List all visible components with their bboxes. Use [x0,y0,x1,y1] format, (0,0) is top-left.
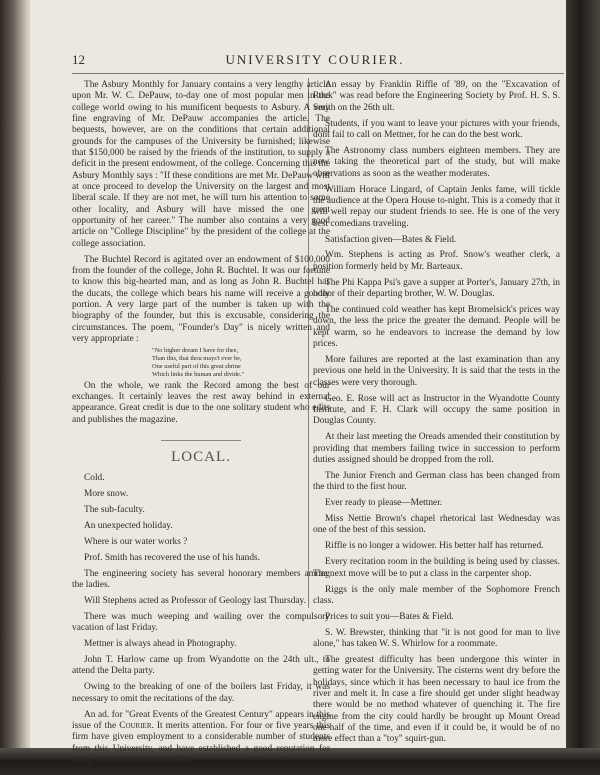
local-item: Riggs is the only male member of the Sophomore French class. [313,584,560,606]
local-item: Riffle is no longer a widower. His better half has returned. [325,541,544,552]
book-binding [0,0,34,775]
local-item: Students, if you want to leave your pictures with your friends, dont fail to call on Mettner, for he can do the best work. [313,118,560,140]
local-item: Miss Nettie Brown's chapel rhetorical last Wednesday was one of the best of this session. [313,514,560,536]
local-item: Cold. [84,472,105,483]
exchange-paragraph: The Buchtel Record is agitated over an endowment of $100,000 from the founder of the college, John R. Buchtel. It was our fortune to know this big-hearted man, and as long as John R. Buchtel has the ducats, the college which bears his name will receive a goodly portion. A very large part of the number is taken up with the biography of the founder, but this is excusable, considering the circumstances. The poem, "Founder's Day" is nicely written and very appropriate : [72,254,330,345]
local-item-ad [72,710,330,767]
ad-text: An ad. for "Great Events of the Greatest Century" appears in this issue of the [72,709,330,731]
local-item: Wm. Stephens is acting as Prof. Snow's weather clerk, a position formerly held by Mr. Barteaux. [313,250,560,272]
header-rule [72,73,564,74]
local-item: There was much weeping and wailing over the compulsory vacation of last Friday. [72,611,330,634]
running-title: UNIVERSITY COURIER. [225,52,405,67]
local-item: The greatest difficulty has been undergone this winter in getting water for the University. The cisterns went dry before the holidays, since which it has been necessary to haul ice from the river and melt it. In case a fire should get under slight headway there would be no method whatever of quenching it. The fire engine from the city could hardly be brought up Mount Oread one-half of the time, and even if it could be, it would be of no more effect than a "toy" squirt-gun. [313,655,560,745]
local-heading: LOCAL. [171,448,231,465]
local-item: Owing to the breaking of one of the boilers last Friday, it was necessary to omit the recitations of the day. [72,682,330,704]
local-item: More snow. [84,488,129,499]
local-item: William Horace Lingard, of Captain Jenks fame, will tickle the audience at the Opera House to-night. This is a comedy that it will well repay our student friends to see. He is one of the very best comedians traveling. [313,184,560,229]
poem-line: One useful part of this great shrine [152,362,241,370]
poem-quote [72,347,330,379]
courier-name: Courier [119,720,152,731]
local-item: Ever ready to please—Mettner. [325,498,443,509]
local-item: Prof. Smith has recovered the use of his hands. [84,552,261,563]
local-item: The engineering society has several honorary members among the ladies. [72,568,330,590]
local-item: Prices to suit you—Bates & Field. [325,611,454,622]
local-item: Every recitation room in the building is being used by classes. The next move will be to put a class in the carpenter shop. [313,557,560,579]
local-item: Where is our water works ? [84,536,188,547]
local-item: At their last meeting the Oreads amended their constitution by providing that members failing twice in succession to perform duties assigned should be dropped from the roll. [313,432,560,465]
ad-text: . It merits attention. For four or five years this firm have given employment to a considerable number of students from this University, and have established a good reputation for being reliable and business-like. [72,720,330,765]
exchange-paragraph: The Asbury Monthly for January contains a very lengthy article upon Mr. W. C. DePauw, to-day one of most popular men in the college world owing to his munificent bequests to Asbury. A very fine engraving of Mr. DePauw accompanies the article. The bequests, however, are on the conditions that certain additional grounds for the campuses of the University be furnished; likewise that $150,000 be raised by the friends of the institution, to supply a deficit in the present endowment, of the college. Concerning this the Asbury Monthly says : "If these conditions are met Mr. DePauw will at once proceed to develop the University on the largest and most liberal scale. If they are not met, he will turn his attention to some other locality, and Asbury will have missed the one great opportunity of her career." The number also contains a very good article on "College Discipline" by the president of the college at the college association. [72,80,330,249]
local-item: Will Stephens acted as Professor of Geology last Thursday. [84,595,306,606]
local-item: An essay by Franklin Riffle of '89, on the "Excavation of Rock" was read before the Engineering Society by Prof. H. S. S. Smith on the 26th ult. [313,80,560,113]
local-item: The Astronomy class numbers eighteen members. They are now taking the theoretical part of the study, but will make observations as soon as the weather moderates. [313,145,560,179]
local-item: The Junior French and German class has been changed from the third to the first hour. [313,470,560,493]
page-edge [566,0,600,775]
left-column [72,80,330,771]
local-item: S. W. Brewster, thinking that "it is not good for man to live alone," has taken W. S. Whirlow for a roommate. [313,627,560,650]
exchange-paragraph: On the whole, we rank the Record among the best of our exchanges. It certainly leaves the rest away behind in external appearance. Great credit is due to the one solitary student who edits and publishes the magazine. [72,380,330,425]
local-item: The continued cold weather has kept Bromelsick's prices way down, the less the price the greater the demand. People will be kept warm, so he endeavors to increase the demand by low prices. [313,305,560,350]
local-item: Geo. E. Rose will act as Instructor in the Wyandotte County Institute, and F. H. Clark will occupy the same position in Douglas County. [313,393,560,427]
local-item: Mettner is always ahead in Photography. [84,639,237,649]
poem-line: Which links the human and divide." [152,370,245,378]
local-item: An unexpected holiday. [84,520,173,531]
local-item: Satisfaction given—Bates & Field. [325,234,457,245]
right-column [313,80,560,750]
section-separator [161,440,241,441]
local-item: The sub-faculty. [84,504,145,515]
local-item: More failures are reported at the last examination than any previous one held in the University. It is said that the tests in the classes were very thorough. [313,354,560,388]
page-number: 12 [72,52,85,67]
local-item: John T. Harlow came up from Wyandotte on the 24th ult., to attend the Delta party. [72,654,330,677]
local-item: The Phi Kappa Psi's gave a supper at Porter's, January 27th, in honor of their departing brother, W. W. Douglas. [313,277,560,300]
poem-line: Than this, that thou mays't ever be, [152,354,242,362]
poem-line: "No higher dream I have for thee, [152,346,239,354]
